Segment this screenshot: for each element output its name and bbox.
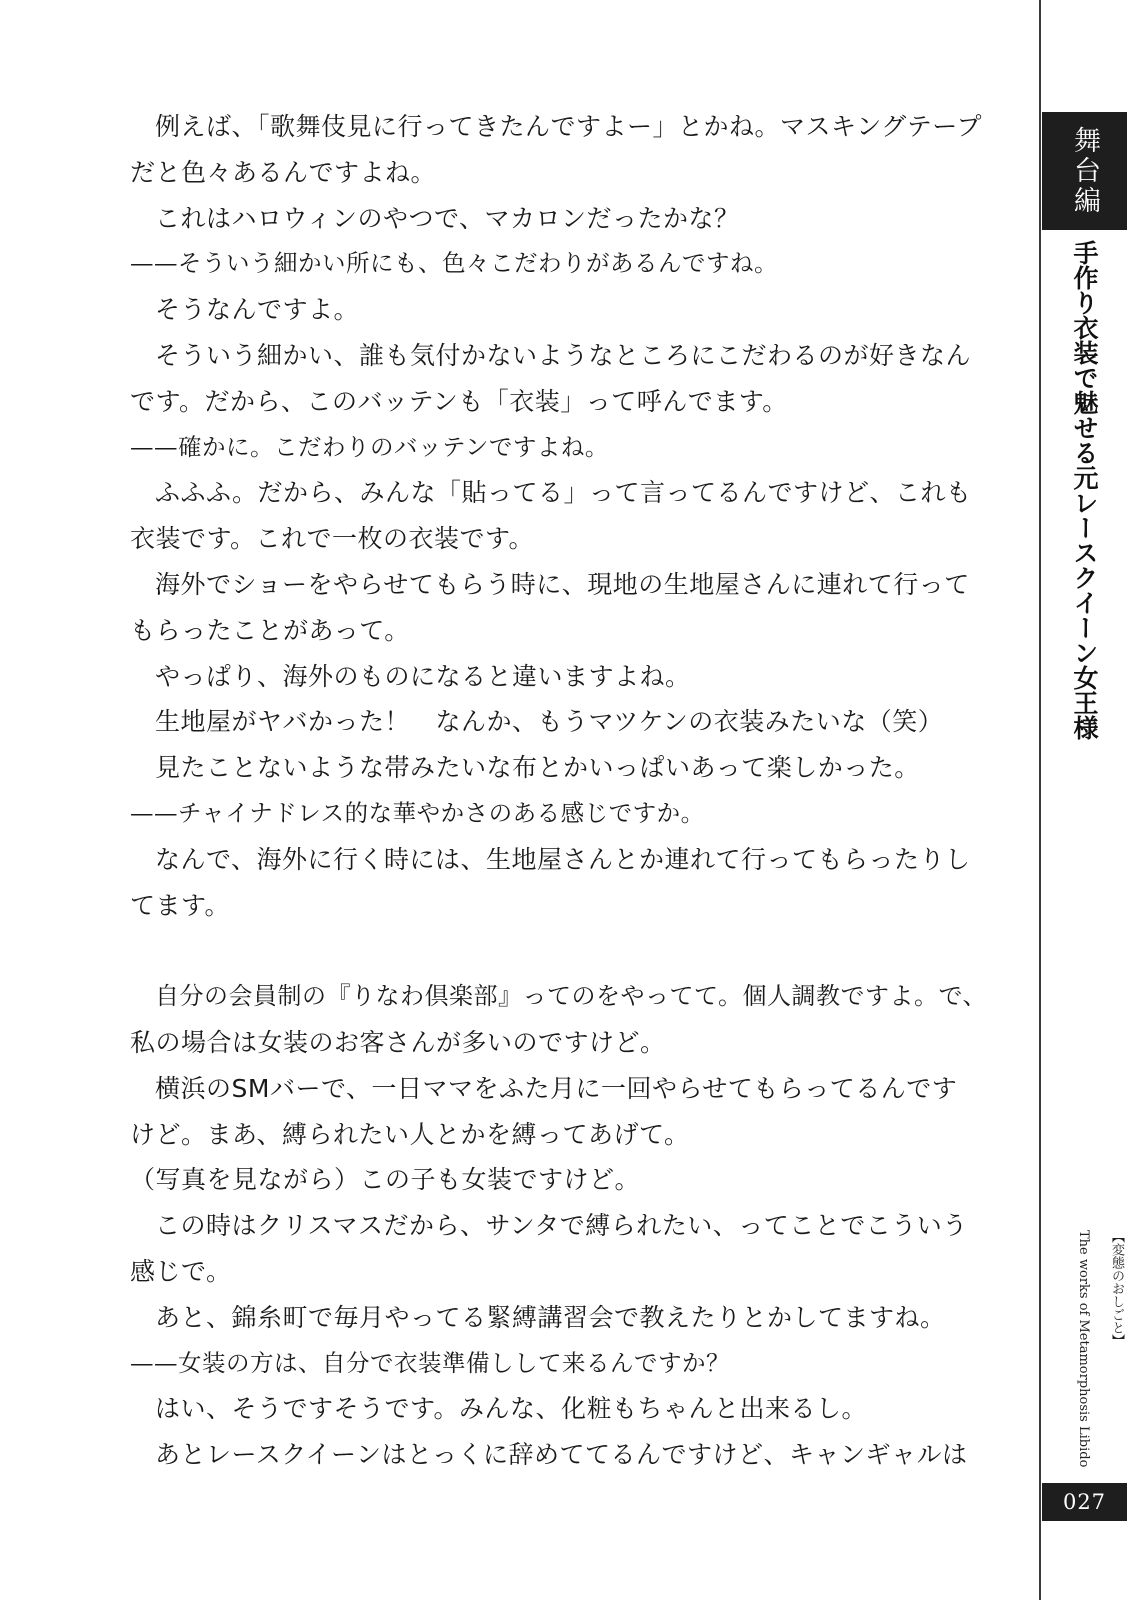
body-line: （写真を見ながら）この子も女装ですけど。: [130, 1165, 641, 1195]
body-line: この時はクリスマスだから、サンタで縛られたい、ってことでこういう: [155, 1211, 968, 1241]
body-line: 自分の会員制の『りなわ倶楽部』ってのをやってて。個人調教ですよ。で、: [155, 982, 988, 1011]
body-line: 例えば、「歌舞伎見に行ってきたんですよー」とかね。マスキングテープ: [155, 112, 983, 141]
body-line: あと、錦糸町で毎月やってる緊縛講習会で教えたりとかしてますね。: [155, 1302, 946, 1332]
body-line: もらったことがあって。: [130, 615, 410, 645]
body-line: はい、そうですそうです。みんな、化粧もちゃんと出来るし。: [155, 1394, 868, 1424]
series-title: [1042, 1230, 1127, 1468]
paragraph-gap: [130, 928, 990, 974]
body-line: これはハロウィンのやつで、マカロンだったかな？: [155, 203, 740, 233]
body-line: そうなんですよ。: [155, 295, 360, 325]
body-line: なんで、海外に行く時には、生地屋さんとか連れて行ってもらったりし: [155, 844, 971, 874]
body-line: あとレースクイーンはとっくに辞めててるんですけど、キャンギャルは: [155, 1440, 968, 1470]
body-line: 生地屋がヤバかった！ なんか、もうマツケンの衣装みたいな（笑）: [155, 707, 944, 737]
page-number: 027: [1042, 1483, 1127, 1521]
body-line: そういう細かい、誰も気付かないようなところにこだわるのが好きなん: [155, 340, 972, 370]
chapter-title: 手作り衣装で魅せる元レースクイーン女王様: [1070, 240, 1099, 740]
series-title-en: The works of Metamorphosis Libido: [1076, 1230, 1091, 1468]
interviewer-line: ——そういう細かい所にも、色々こだわりがあるんですね。: [130, 249, 778, 278]
series-title-ja: 【変態のおしごと】: [1109, 1230, 1124, 1347]
article-body: [130, 104, 990, 1478]
body-line: 見たことないような帯みたいな布とかいっぱいあって楽しかった。: [155, 753, 920, 783]
body-line: てます。: [130, 890, 231, 920]
body-line: だと色々あるんですよね。: [130, 157, 437, 187]
body-line: 衣装です。これで一枚の衣装です。: [130, 524, 535, 554]
body-line: 私の場合は女装のお客さんが多いのですけど。: [130, 1027, 666, 1057]
body-line: 横浜のSMバーで、一日ママをふた月に一回やらせてもらってるんです: [155, 1073, 958, 1103]
body-line: 海外でショーをやらせてもらう時に、現地の生地屋さんに連れて行って: [155, 569, 970, 599]
body-line: 感じで。: [130, 1256, 232, 1286]
body-line: けど。まあ、縛られたい人とかを縛ってあげて。: [130, 1119, 690, 1149]
body-line: ふふふ。だから、みんな「貼ってる」って言ってるんですけど、これも: [155, 478, 972, 508]
body-line: やっぱり、海外のものになると違いますよね。: [155, 661, 691, 691]
interviewer-line: ——女装の方は、自分で衣装準備しして来るんですか？: [130, 1348, 730, 1377]
section-label: 舞台編: [1042, 112, 1127, 230]
margin-divider: [1039, 0, 1041, 1600]
interviewer-line: ——チャイナドレス的な華やかさのある感じですか。: [130, 798, 705, 827]
interviewer-line: ——確かに。こだわりのバッテンですよね。: [130, 432, 609, 461]
body-line: です。だから、このバッテンも「衣装」って呼んでます。: [130, 386, 788, 416]
